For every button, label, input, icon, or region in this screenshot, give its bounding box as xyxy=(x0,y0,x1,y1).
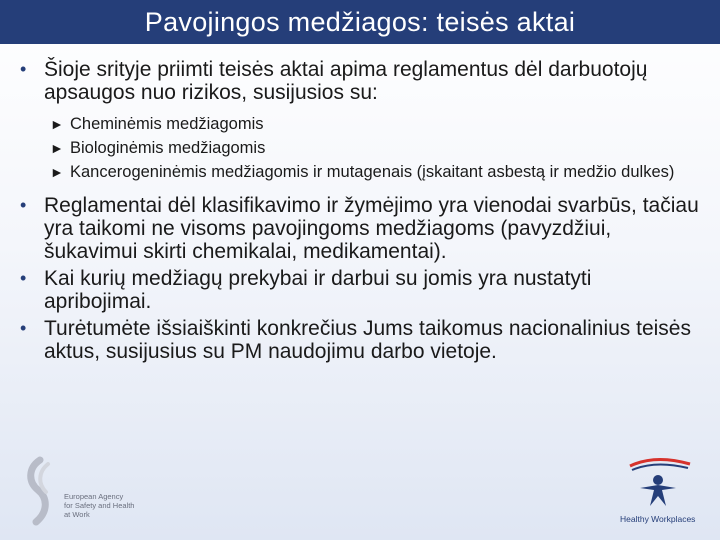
sub-item xyxy=(50,114,700,134)
slide-content xyxy=(20,58,700,363)
bullet-dot-icon: • xyxy=(20,59,27,79)
bullet-dot-icon: • xyxy=(20,318,27,338)
bullet-item xyxy=(20,194,700,263)
workplaces-caption: Healthy Workplaces xyxy=(620,514,696,524)
healthy-workplaces-logo xyxy=(610,452,710,532)
bullet-text: Šioje srityje priimti teisės aktai apima reglamentus dėl darbuotojų apsaugos nuo rizikos, susijusios su: xyxy=(44,58,648,104)
bullet-item xyxy=(20,267,700,313)
bullet-text: Turėtumėte išsiaiškinti konkrečius Jums taikomus nacionalinius teisės aktus, susijusius su PM naudojimu darbo vietoje. xyxy=(44,317,691,363)
bullet-item xyxy=(20,58,700,104)
arrow-right-icon: ► xyxy=(50,164,64,180)
healthy-workplaces-emblem-icon xyxy=(610,452,710,512)
sub-item-text: Cheminėmis medžiagomis xyxy=(70,115,264,133)
agency-emblem-icon xyxy=(22,456,62,526)
bullet-text: Kai kurių medžiagų prekybai ir darbui su jomis yra nustatyti apribojimai. xyxy=(44,267,592,313)
sub-item xyxy=(50,138,700,158)
arrow-right-icon: ► xyxy=(50,116,64,132)
bullet-dot-icon: • xyxy=(20,268,27,288)
agency-name-line: European Agency xyxy=(64,492,124,501)
agency-name xyxy=(64,492,134,519)
slide-title-bar xyxy=(0,0,720,44)
sub-item-text: Biologinėmis medžiagomis xyxy=(70,139,266,157)
sub-item xyxy=(50,162,700,182)
agency-logo xyxy=(22,456,152,526)
bullet-item xyxy=(20,317,700,363)
sub-item-text: Kancerogeninėmis medžiagomis ir mutagenais (įskaitant asbestą ir medžio dulkes) xyxy=(70,163,675,181)
agency-name-line: for Safety and Health xyxy=(64,501,135,510)
bullet-dot-icon: • xyxy=(20,195,27,215)
agency-name-line: at Work xyxy=(64,510,90,519)
arrow-right-icon: ► xyxy=(50,140,64,156)
sub-list xyxy=(20,114,700,182)
bullet-text: Reglamentai dėl klasifikavimo ir žymėjimo yra vienodai svarbūs, tačiau yra taikomi ne visoms pavojingoms medžiagoms (pavyzdžiui, šukavimui skirti chemikalai, medikamentai). xyxy=(44,194,699,263)
slide-title: Pavojingos medžiagos: teisės aktai xyxy=(144,6,576,37)
